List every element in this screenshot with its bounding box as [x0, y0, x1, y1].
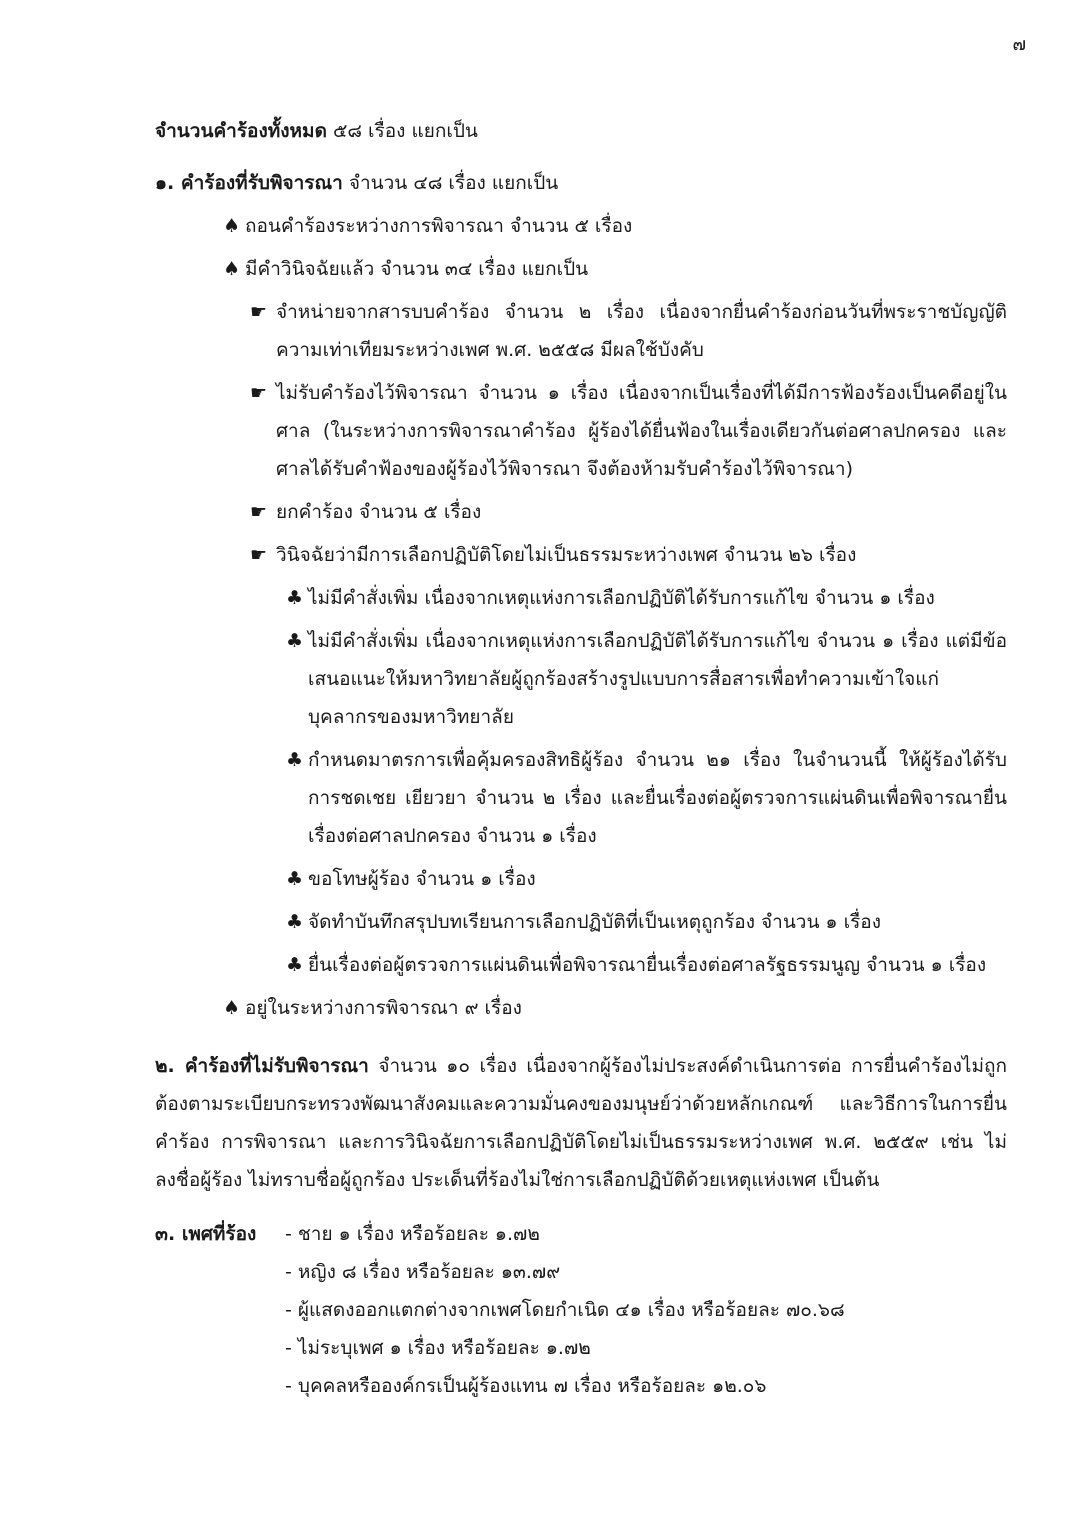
section1-bold: ๑. คำร้องที่รับพิจารณา — [155, 172, 343, 194]
pointing-hand-icon: ☛ — [250, 382, 268, 404]
section1-item-text: ถอนคำร้องระหว่างการพิจารณา จำนวน ๕ เรื่อง — [245, 215, 633, 237]
section1-item-decided — [223, 250, 1007, 288]
intro-bold: จำนวนคำร้องทั้งหมด — [155, 120, 327, 142]
discrimination-item-text: ยื่นเรื่องต่อผู้ตรวจการแผ่นดินเพื่อพิจารณายื่นเรื่องต่อศาลรัฐธรรมนูญ จำนวน ๑ เรื่อง — [308, 954, 987, 976]
section1-item-pending — [223, 989, 1007, 1027]
intro-rest: ๕๘ เรื่อง แยกเป็น — [326, 120, 478, 142]
discrimination-item — [286, 860, 1007, 898]
club-icon: ♣ — [286, 749, 304, 771]
document-body — [155, 112, 1007, 1405]
section3-list — [285, 1215, 1007, 1405]
page-number: ๗ — [1012, 34, 1026, 55]
gender-item: - ผู้แสดงออกแตกต่างจากเพศโดยกำเนิด ๔๑ เรื่อง หรือร้อยละ ๗๐.๖๘ — [285, 1299, 845, 1321]
decided-item-text: ยกคำร้อง จำนวน ๕ เรื่อง — [276, 501, 482, 523]
club-icon: ♣ — [286, 954, 304, 976]
discrimination-item — [286, 622, 1007, 736]
discrimination-item-text: ขอโทษผู้ร้อง จำนวน ๑ เรื่อง — [308, 868, 536, 890]
discrimination-item — [286, 741, 1007, 855]
section2-paragraph — [155, 1047, 1007, 1199]
discrimination-item-text: กำหนดมาตรการเพื่อคุ้มครองสิทธิผู้ร้อง จำนวน ๒๑ เรื่อง ในจำนวนนี้ ให้ผู้ร้องได้รับการชดเชย เยียวยา จำนวน ๒ เรื่อง และยื่นเรื่องต่อผู้ตรวจการแผ่นดินเพื่อพิจารณายื่นเรื่องต่อศาลปกครอง จำนวน ๑ เรื่อง — [308, 749, 1007, 847]
section1-item-withdrawn — [223, 207, 1007, 245]
club-icon: ♣ — [286, 587, 304, 609]
decided-item — [250, 293, 1007, 369]
decided-item — [250, 374, 1007, 488]
section1-item-text: มีคำวินิจฉัยแล้ว จำนวน ๓๔ เรื่อง แยกเป็น — [245, 258, 589, 280]
decided-item-text: ไม่รับคำร้องไว้พิจารณา จำนวน ๑ เรื่อง เนื่องจากเป็นเรื่องที่ได้มีการฟ้องร้องเป็นคดีอยู่ในศาล (ในระหว่างการพิจารณาคำร้อง ผู้ร้องได้ยื่นฟ้องในเรื่องเดียวกันต่อศาลปกครอง และศาลได้รับคำฟ้องของผู้ร้องไว้พิจารณา จึงต้องห้ามรับคำร้องไว้พิจารณา) — [276, 382, 1007, 480]
decided-item-text: วินิจฉัยว่ามีการเลือกปฏิบัติโดยไม่เป็นธรรมระหว่างเพศ จำนวน ๒๖ เรื่อง — [276, 544, 857, 566]
discrimination-item — [286, 579, 1007, 617]
spade-icon: ♠ — [223, 258, 241, 280]
section1-heading — [155, 164, 1007, 202]
decided-item-text: จำหน่ายจากสารบบคำร้อง จำนวน ๒ เรื่อง เนื่องจากยื่นคำร้องก่อนวันที่พระราชบัญญัติความเท่าเทียมระหว่างเพศ พ.ศ. ๒๕๕๘ มีผลใช้บังคับ — [276, 301, 1007, 361]
discrimination-item-text: ไม่มีคำสั่งเพิ่ม เนื่องจากเหตุแห่งการเลือกปฏิบัติได้รับการแก้ไข จำนวน ๑ เรื่อง แต่มีข้อเสนอแนะให้มหาวิทยาลัยผู้ถูกร้องสร้างรูปแบบการสื่อสารเพื่อทำความเข้าใจแก่บุคลากรของมหาวิทยาลัย — [308, 630, 1007, 728]
section3-label: ๓. เพศที่ร้อง — [155, 1223, 257, 1245]
section1-item-text: อยู่ในระหว่างการพิจารณา ๙ เรื่อง — [245, 997, 522, 1019]
pointing-hand-icon: ☛ — [250, 501, 268, 523]
intro-line — [155, 112, 1007, 152]
pointing-hand-icon: ☛ — [250, 544, 268, 566]
club-icon: ♣ — [286, 630, 304, 652]
gender-item: - ไม่ระบุเพศ ๑ เรื่อง หรือร้อยละ ๑.๗๒ — [285, 1337, 591, 1359]
gender-item: - บุคคลหรือองค์กรเป็นผู้ร้องแทน ๗ เรื่อง หรือร้อยละ ๑๒.๐๖ — [285, 1375, 767, 1397]
section3 — [155, 1215, 1007, 1405]
club-icon: ♣ — [286, 911, 304, 933]
gender-item: - ชาย ๑ เรื่อง หรือร้อยละ ๑.๗๒ — [285, 1223, 540, 1245]
discrimination-item — [286, 946, 1007, 984]
section1-rest: จำนวน ๔๘ เรื่อง แยกเป็น — [342, 172, 559, 194]
spade-icon: ♠ — [223, 215, 241, 237]
decided-item — [250, 536, 1007, 574]
decided-item — [250, 493, 1007, 531]
discrimination-item — [286, 903, 1007, 941]
discrimination-item-text: ไม่มีคำสั่งเพิ่ม เนื่องจากเหตุแห่งการเลือกปฏิบัติได้รับการแก้ไข จำนวน ๑ เรื่อง — [308, 587, 935, 609]
club-icon: ♣ — [286, 868, 304, 890]
section2-bold: ๒. คำร้องที่ไม่รับพิจารณา — [155, 1055, 369, 1077]
spade-icon: ♠ — [223, 997, 241, 1019]
pointing-hand-icon: ☛ — [250, 301, 268, 323]
section2-rest: จำนวน ๑๐ เรื่อง เนื่องจากผู้ร้องไม่ประสงค์ดำเนินการต่อ การยื่นคำร้องไม่ถูกต้องตามระเบียบกระทรวงพัฒนาสังคมและความมั่นคงของมนุษย์ว่าด้วยหลักเกณฑ์ และวิธีการในการยื่นคำร้อง การพิจารณา และการวินิจฉัยการเลือกปฏิบัติโดยไม่เป็นธรรมระหว่างเพศ พ.ศ. ๒๕๕๙ เช่น ไม่ลงชื่อผู้ร้อง ไม่ทราบชื่อผู้ถูกร้อง ประเด็นที่ร้องไม่ใช่การเลือกปฏิบัติด้วยเหตุแห่งเพศ เป็นต้น — [155, 1055, 1008, 1191]
discrimination-item-text: จัดทำบันทึกสรุปบทเรียนการเลือกปฏิบัติที่เป็นเหตุถูกร้อง จำนวน ๑ เรื่อง — [308, 911, 881, 933]
gender-item: - หญิง ๘ เรื่อง หรือร้อยละ ๑๓.๗๙ — [285, 1261, 561, 1283]
